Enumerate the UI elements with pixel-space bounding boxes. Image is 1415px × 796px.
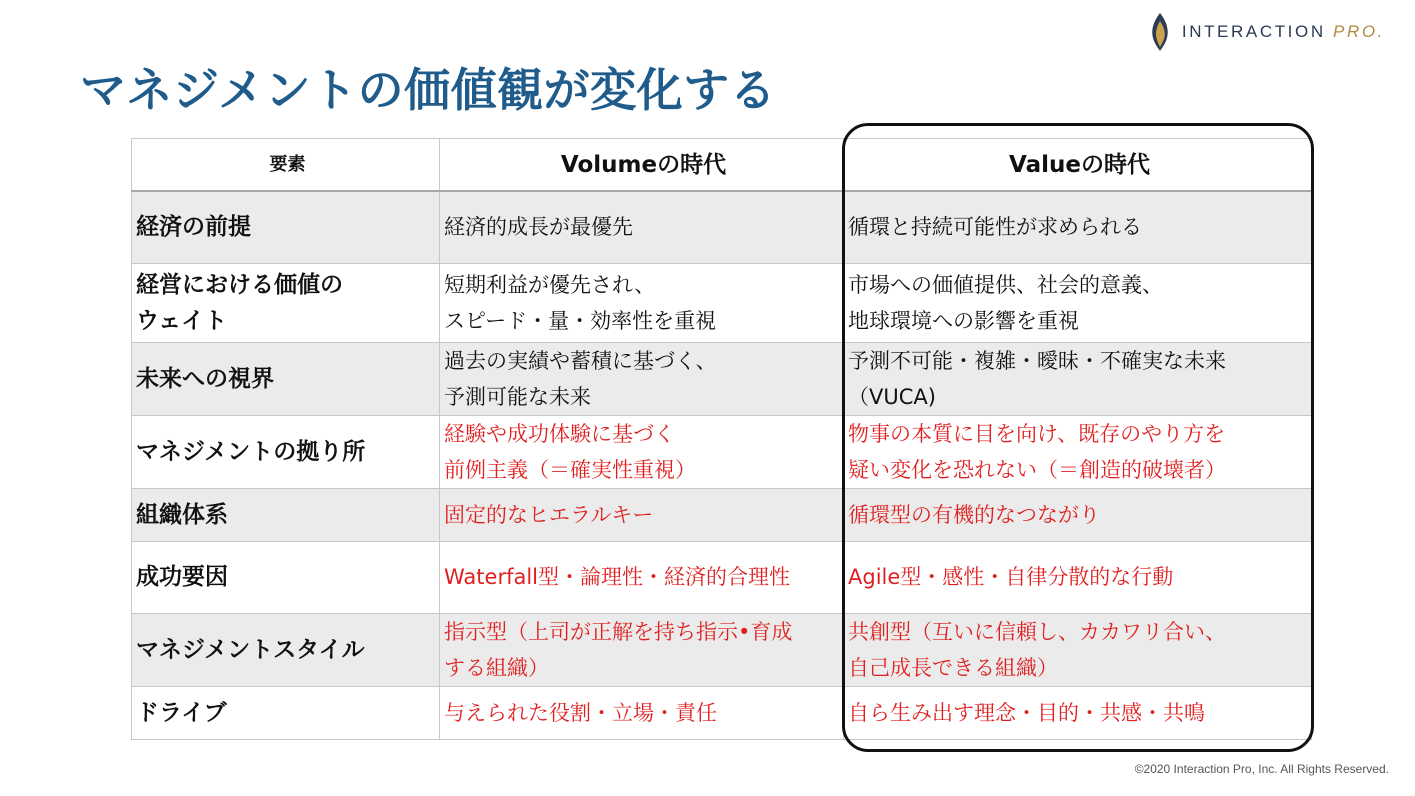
cell-element-line: マネジメントの拠り所	[136, 438, 366, 465]
table-body	[132, 191, 1312, 739]
cell-volume-line: する組織）	[444, 655, 549, 680]
cell-volume	[440, 613, 844, 686]
table-row	[132, 342, 1312, 415]
cell-element	[132, 263, 440, 342]
cell-value-line: 自ら生み出す理念・目的・共感・共鳴	[848, 700, 1205, 725]
cell-element-line: 成功要因	[136, 564, 228, 590]
cell-element	[132, 686, 440, 739]
cell-value-line: 共創型（互いに信頼し、カカワリ合い、	[848, 619, 1226, 644]
cell-element	[132, 541, 440, 613]
cell-volume-line: 指示型（上司が正解を持ち指示•育成	[444, 619, 793, 644]
cell-value-line: 予測不可能・複雑・曖昧・不確実な未来	[848, 348, 1226, 373]
cell-volume-line: 前例主義（＝確実性重視）	[444, 457, 696, 482]
table-row	[132, 263, 1312, 342]
cell-value-line: 市場への価値提供、社会的意義、	[848, 272, 1163, 297]
cell-element-line: 未来への視界	[136, 365, 274, 392]
company-logo	[1148, 12, 1385, 52]
cell-value-line: 疑い変化を恐れない（＝創造的破壊者）	[848, 457, 1226, 482]
cell-value	[844, 342, 1312, 415]
cell-volume-line: 経済的成長が最優先	[444, 215, 633, 240]
cell-volume	[440, 488, 844, 541]
cell-element	[132, 191, 440, 263]
cell-volume	[440, 686, 844, 739]
cell-volume-line: Waterfall型・論理性・経済的合理性	[444, 565, 791, 589]
table-row	[132, 613, 1312, 686]
cell-volume-line: スピード・量・効率性を重視	[444, 308, 717, 333]
cell-value-line: 循環型の有機的なつながり	[848, 502, 1100, 527]
cell-value-line: （VUCA)	[848, 384, 936, 409]
cell-volume-line: 与えられた役割・立場・責任	[444, 700, 717, 725]
table-row	[132, 415, 1312, 488]
cell-volume	[440, 191, 844, 263]
logo-wordmark	[1182, 22, 1385, 42]
cell-volume-line: 経験や成功体験に基づく	[444, 421, 675, 446]
cell-value	[844, 613, 1312, 686]
cell-value	[844, 415, 1312, 488]
cell-element	[132, 342, 440, 415]
flame-logo-icon	[1148, 12, 1172, 52]
table-header-row	[132, 139, 1312, 192]
cell-element	[132, 488, 440, 541]
header-value-era: Valueの時代	[844, 139, 1312, 192]
copyright-notice: ©2020 Interaction Pro, Inc. All Rights Reserved.	[1134, 762, 1389, 776]
cell-element-line: 経済の前提	[136, 214, 251, 241]
cell-volume	[440, 415, 844, 488]
cell-volume-line: 過去の実績や蓄積に基づく、	[444, 348, 717, 373]
cell-element	[132, 415, 440, 488]
cell-value-line: 循環と持続可能性が求められる	[848, 215, 1142, 240]
cell-element-line: 経営における価値の	[136, 271, 343, 298]
cell-element	[132, 613, 440, 686]
cell-value	[844, 191, 1312, 263]
table-row	[132, 686, 1312, 739]
header-element: 要素	[132, 139, 440, 192]
cell-volume	[440, 541, 844, 613]
cell-value-line: 物事の本質に目を向け、既存のやり方を	[848, 421, 1226, 446]
logo-text-accent: PRO.	[1333, 22, 1385, 41]
table-row	[132, 541, 1312, 613]
header-volume-era: Volumeの時代	[440, 139, 844, 192]
cell-value	[844, 541, 1312, 613]
table-row	[132, 488, 1312, 541]
slide-title: マネジメントの価値観が変化する	[80, 63, 777, 117]
cell-value	[844, 263, 1312, 342]
cell-element-line: 組織体系	[136, 501, 228, 528]
cell-volume	[440, 263, 844, 342]
cell-volume-line: 固定的なヒエラルキー	[444, 502, 654, 527]
cell-volume-line: 予測可能な未来	[444, 384, 591, 409]
table-row	[132, 191, 1312, 263]
cell-element-line: ウェイト	[136, 307, 228, 334]
cell-value-line: Agile型・感性・自律分散的な行動	[848, 565, 1174, 589]
cell-value-line: 自己成長できる組織）	[848, 655, 1058, 680]
cell-value	[844, 488, 1312, 541]
cell-value	[844, 686, 1312, 739]
comparison-table	[131, 138, 1312, 740]
cell-element-line: マネジメントスタイル	[136, 636, 365, 663]
cell-volume	[440, 342, 844, 415]
cell-element-line: ドライブ	[136, 699, 227, 726]
logo-text-main: INTERACTION	[1181, 22, 1326, 41]
cell-value-line: 地球環境への影響を重視	[848, 308, 1079, 333]
cell-volume-line: 短期利益が優先され、	[444, 272, 656, 297]
